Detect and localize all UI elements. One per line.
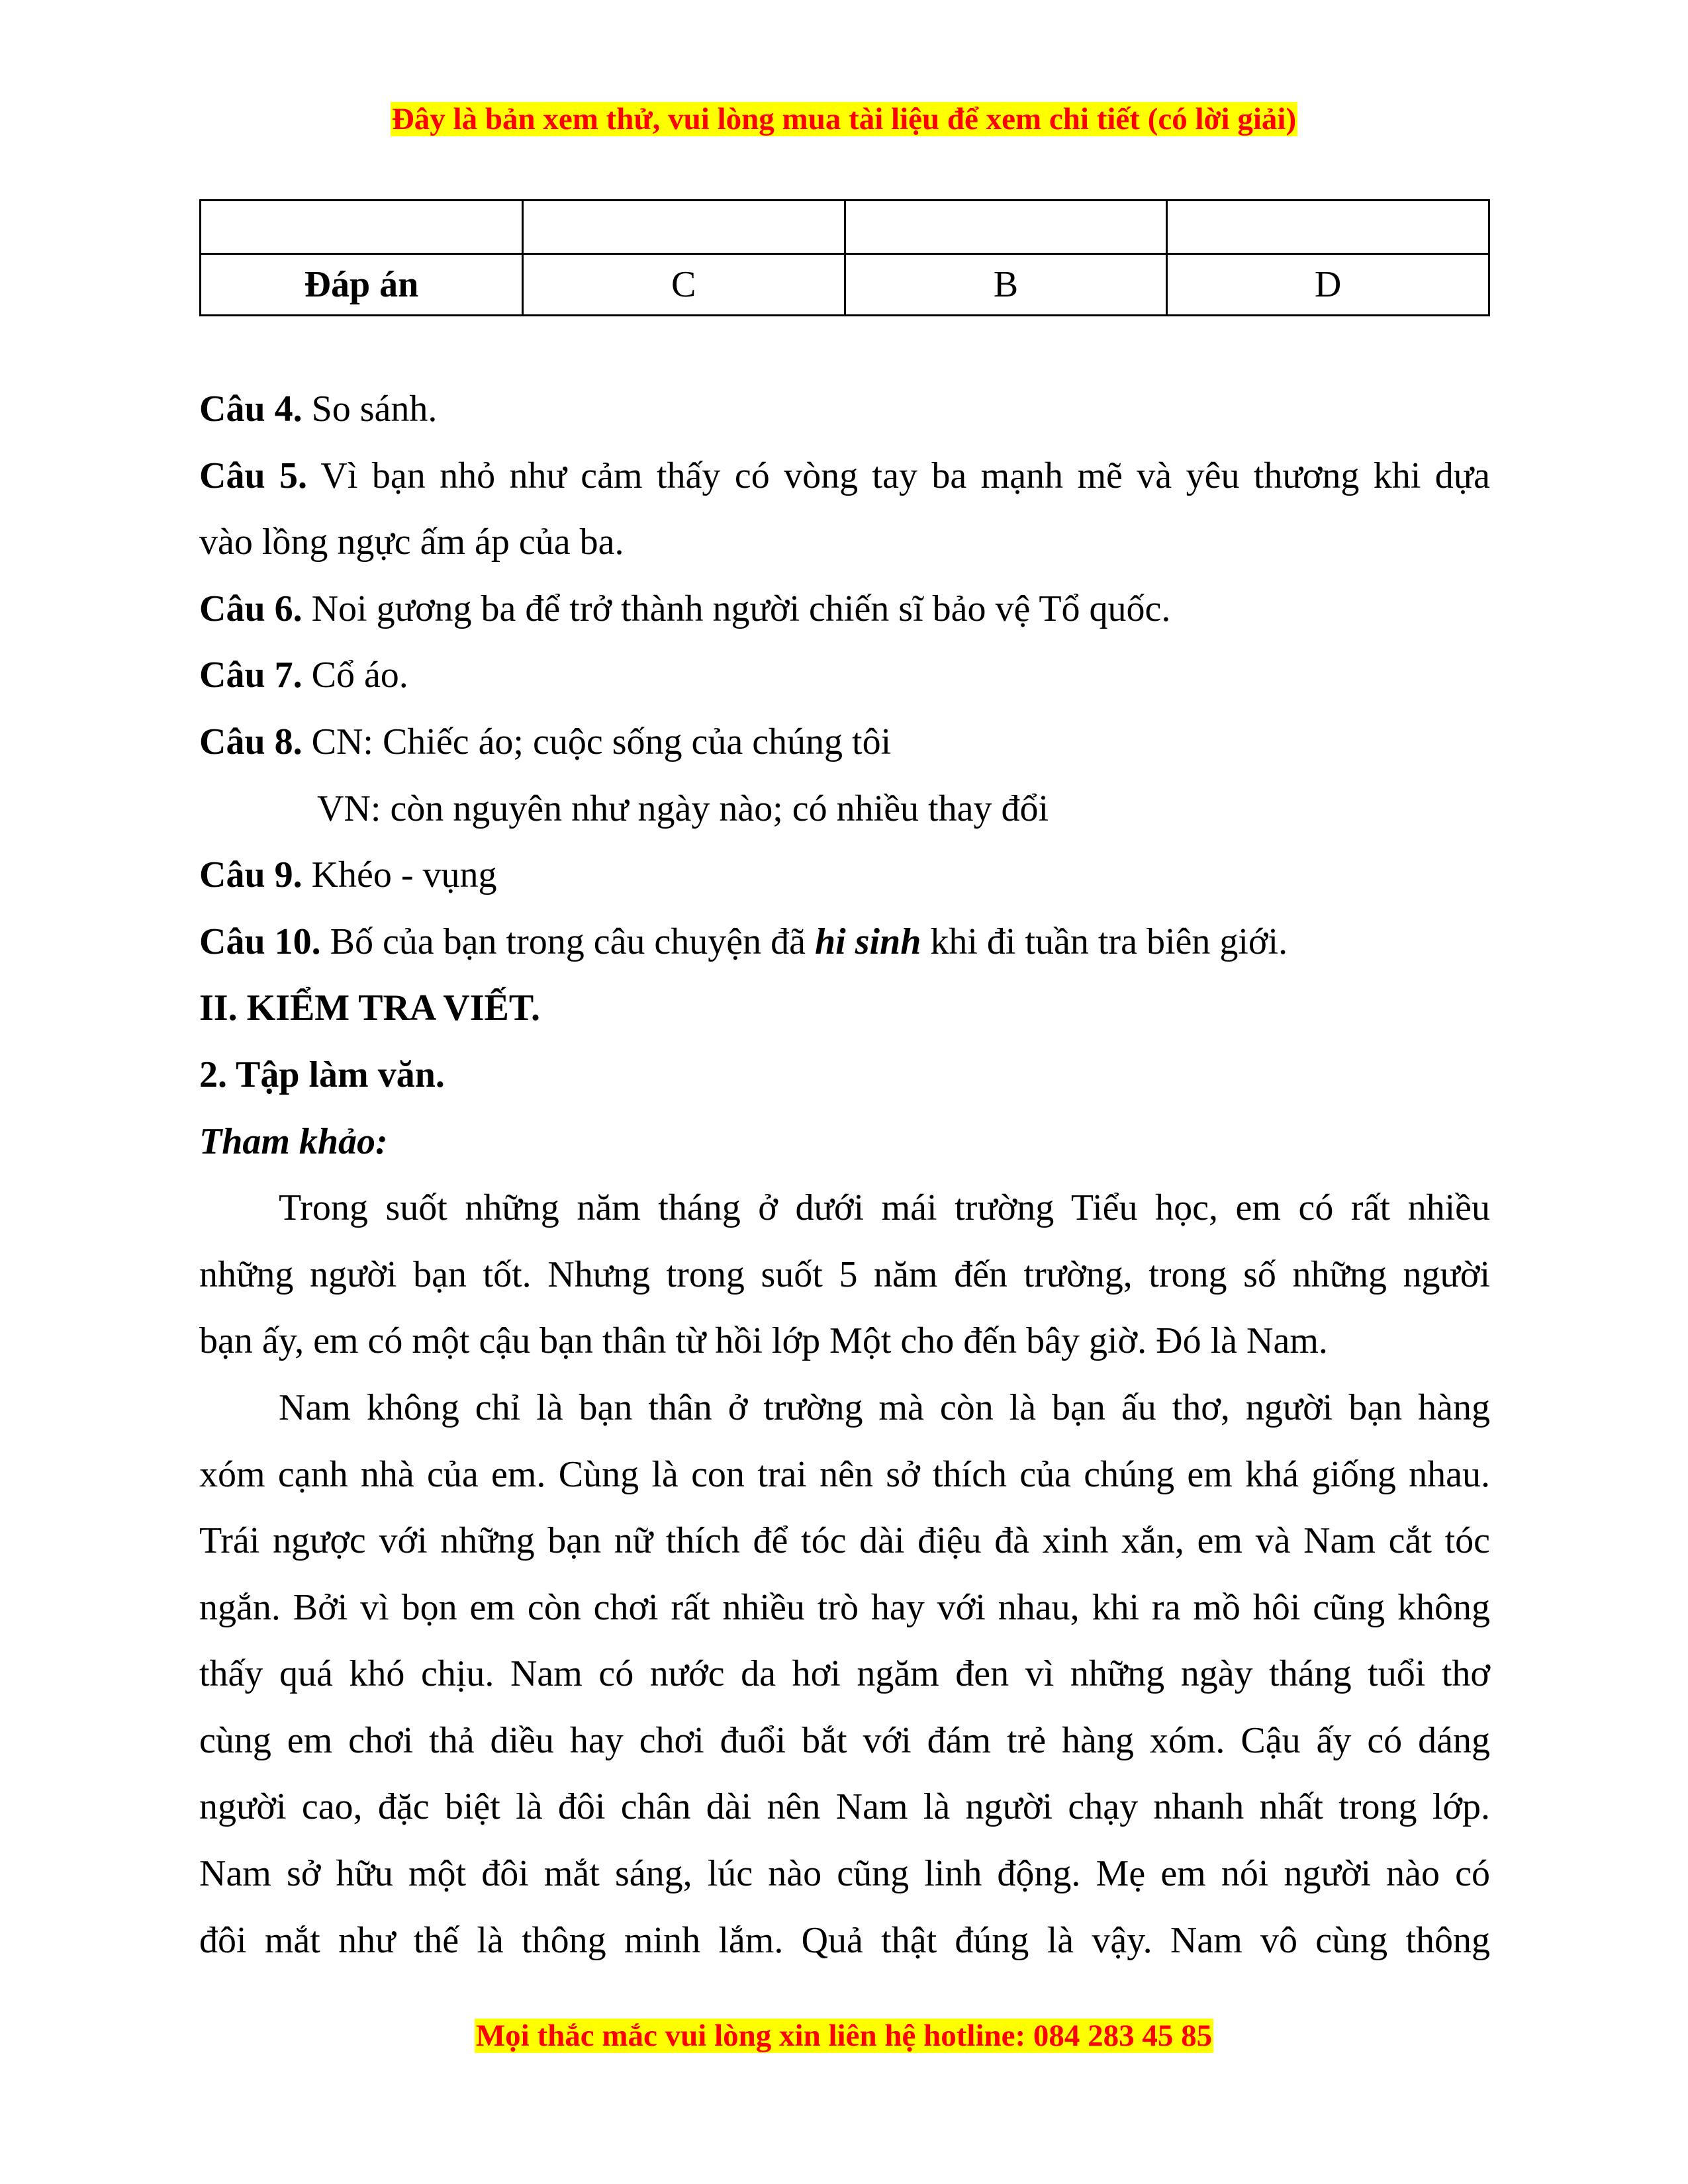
answer-row-label: Đáp án: [201, 254, 523, 316]
answer-text: Noi gương ba để trở thành người chiến sĩ bảo vệ Tổ quốc.: [302, 588, 1171, 629]
section-heading: II. KIỂM TRA VIẾT.: [199, 987, 541, 1029]
answer-7: [199, 642, 1490, 709]
answer-cell: D: [1167, 254, 1489, 316]
essay-line: xóm cạnh nhà của em. Cùng là con trai nên sở thích của chúng em khá giống nhau.: [199, 1453, 1490, 1495]
answer-text: Bố của bạn trong câu chuyện đã: [320, 921, 815, 962]
answer-cell: C: [522, 254, 845, 316]
answer-text: Cổ áo.: [302, 655, 408, 696]
question-label: Câu 9.: [199, 854, 303, 896]
essay-line: bạn ấy, em có một cậu bạn thân từ hồi lớp Một cho đến bây giờ. Đó là Nam.: [199, 1320, 1328, 1362]
essay-line: Trong suốt những năm tháng ở dưới mái trường Tiểu học, em có rất nhiều: [279, 1187, 1490, 1229]
answer-text: So sánh.: [302, 388, 438, 430]
preview-notice-text: Đây là bản xem thử, vui lòng mua tài liệu để xem chi tiết (có lời giải): [391, 102, 1297, 136]
answer-5-line-1: [199, 443, 1490, 510]
essay-paragraph-1: [199, 1175, 1490, 1375]
answer-4: [199, 376, 1490, 443]
essay-line: cùng em chơi thả diều hay chơi đuổi bắt với đám trẻ hàng xóm. Cậu ấy có dáng: [199, 1719, 1490, 1761]
answer-8: [199, 709, 1490, 776]
answer-table-cell: [845, 201, 1167, 254]
answer-text: khi đi tuần tra biên giới.: [921, 921, 1288, 962]
essay-line: đôi mắt như thế là thông minh lắm. Quả thật đúng là vậy. Nam vô cùng thông: [199, 1919, 1490, 1961]
essay-line: những người bạn tốt. Nhưng trong suốt 5 năm đến trường, trong số những người: [199, 1253, 1490, 1295]
answer-cell: B: [845, 254, 1167, 316]
question-label: Câu 8.: [199, 721, 303, 762]
question-label: Câu 10.: [199, 921, 321, 962]
essay-line: Nam sở hữu một đôi mắt sáng, lúc nào cũng linh động. Mẹ em nói người nào có: [199, 1853, 1490, 1895]
answer-table: [199, 199, 1490, 316]
question-label: Câu 5.: [199, 455, 308, 496]
essay-line: ngắn. Bởi vì bọn em còn chơi rất nhiều trò hay với nhau, khi ra mồ hôi cũng không: [199, 1586, 1490, 1628]
question-label: Câu 4.: [199, 388, 303, 430]
question-label: Câu 7.: [199, 655, 303, 696]
answer-5-line-2: vào lồng ngực ấm áp của ba.: [199, 522, 624, 563]
answer-text: Vì bạn nhỏ như cảm thấy có vòng tay ba mạnh mẽ và yêu thương khi dựa: [307, 455, 1490, 496]
essay-line: Nam không chỉ là bạn thân ở trường mà còn là bạn ấu thơ, người bạn hàng: [279, 1387, 1490, 1428]
document-body: [199, 376, 1490, 1974]
answer-table-cell: [1167, 201, 1489, 254]
answer-6: [199, 576, 1490, 643]
hotline-text: Mọi thắc mắc vui lòng xin liên hệ hotline: 084 283 45 85: [475, 2019, 1213, 2053]
answer-table-cell: [201, 201, 523, 254]
answer-text: CN: Chiếc áo; cuộc sống của chúng tôi: [302, 721, 892, 762]
answer-10: [199, 909, 1490, 976]
question-label: Câu 6.: [199, 588, 303, 629]
subsection-heading: 2. Tập làm văn.: [199, 1054, 445, 1095]
answer-emphasis: hi sinh: [815, 921, 921, 962]
essay-line: Trái ngược với những bạn nữ thích để tóc dài điệu đà xinh xắn, em và Nam cắt tóc: [199, 1520, 1490, 1562]
answer-8-predicate: VN: còn nguyên như ngày nào; có nhiều thay đổi: [317, 788, 1049, 829]
essay-paragraph-2: [199, 1375, 1490, 1974]
answer-table-header-row: [201, 201, 1489, 254]
answer-text: Khéo - vụng: [302, 854, 497, 896]
answer-table-answer-row: [201, 254, 1489, 316]
answer-table-cell: [522, 201, 845, 254]
answer-5: [199, 443, 1490, 576]
preview-notice-banner: [0, 101, 1688, 138]
reference-label: Tham khảo:: [199, 1120, 388, 1162]
essay-line: người cao, đặc biệt là đôi chân dài nên Nam là người chạy nhanh nhất trong lớp.: [199, 1786, 1490, 1828]
hotline-banner: [0, 2017, 1688, 2054]
answer-9: [199, 842, 1490, 909]
essay-line: thấy quá khó chịu. Nam có nước da hơi ngăm đen vì những ngày tháng tuổi thơ: [199, 1653, 1490, 1695]
